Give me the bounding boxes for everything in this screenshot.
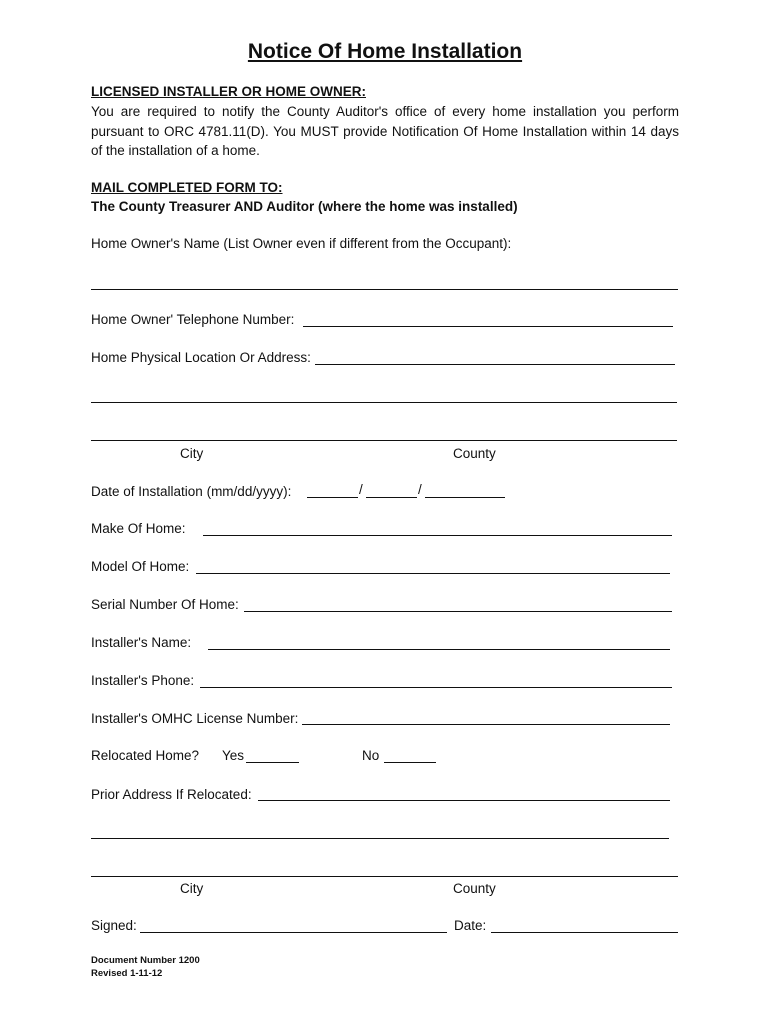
date-separator: / [359,482,363,497]
model-field[interactable] [196,573,670,574]
relocated-no-label: No [362,748,380,763]
install-date-day-field[interactable] [366,497,417,498]
installer-heading: LICENSED INSTALLER OR HOME OWNER: [91,84,366,99]
make-field[interactable] [203,535,672,536]
location-field-line-2[interactable] [91,402,677,403]
date-label: Date: [454,918,487,933]
serial-field[interactable] [244,611,672,612]
prior-address-field-line-3[interactable] [91,876,678,877]
license-field[interactable] [302,724,670,725]
county-label: County [453,446,496,461]
owner-name-label: Home Owner's Name (List Owner even if different from the Occupant): [91,236,512,251]
relocated-label: Relocated Home? [91,748,200,763]
location-field-line-1[interactable] [315,364,675,365]
document-number: Document Number 1200 [91,955,200,966]
revision-date: Revised 1-11-12 [91,968,163,979]
relocated-yes-label: Yes [222,748,245,763]
make-label: Make Of Home: [91,521,186,536]
prior-address-field-line-2[interactable] [91,838,669,839]
signed-label: Signed: [91,918,137,933]
owner-phone-field[interactable] [303,326,673,327]
owner-name-field[interactable] [91,289,678,290]
signature-field[interactable] [140,932,447,933]
serial-label: Serial Number Of Home: [91,597,239,612]
installer-name-field[interactable] [208,649,670,650]
mail-heading: MAIL COMPLETED FORM TO: [91,180,283,195]
installer-phone-label: Installer's Phone: [91,673,195,688]
location-label: Home Physical Location Or Address: [91,350,311,365]
page-title: Notice Of Home Installation [247,40,523,63]
prior-address-field-line-1[interactable] [258,800,670,801]
install-date-year-field[interactable] [425,497,505,498]
license-label: Installer's OMHC License Number: [91,711,299,726]
install-date-month-field[interactable] [307,497,358,498]
relocated-no-field[interactable] [384,762,436,763]
date-field[interactable] [491,932,678,933]
date-separator: / [418,482,422,497]
mail-recipient: The County Treasurer AND Auditor (where the home was installed) [91,199,518,214]
location-field-line-3[interactable] [91,440,677,441]
owner-phone-label: Home Owner' Telephone Number: [91,312,295,327]
installer-name-label: Installer's Name: [91,635,192,650]
city-label: City [180,881,204,896]
installer-phone-field[interactable] [200,687,672,688]
county-label: County [453,881,496,896]
city-label: City [180,446,204,461]
prior-address-label: Prior Address If Relocated: [91,787,252,802]
relocated-yes-field[interactable] [246,762,299,763]
installer-instructions: You are required to notify the County Auditor's office of every home installation you perform pursuant to ORC 4781.11(D). You MUST provide Notification Of Home Installation within 14 days of the installation of a home. [91,104,679,158]
install-date-label: Date of Installation (mm/dd/yyyy): [91,484,292,499]
model-label: Model Of Home: [91,559,190,574]
